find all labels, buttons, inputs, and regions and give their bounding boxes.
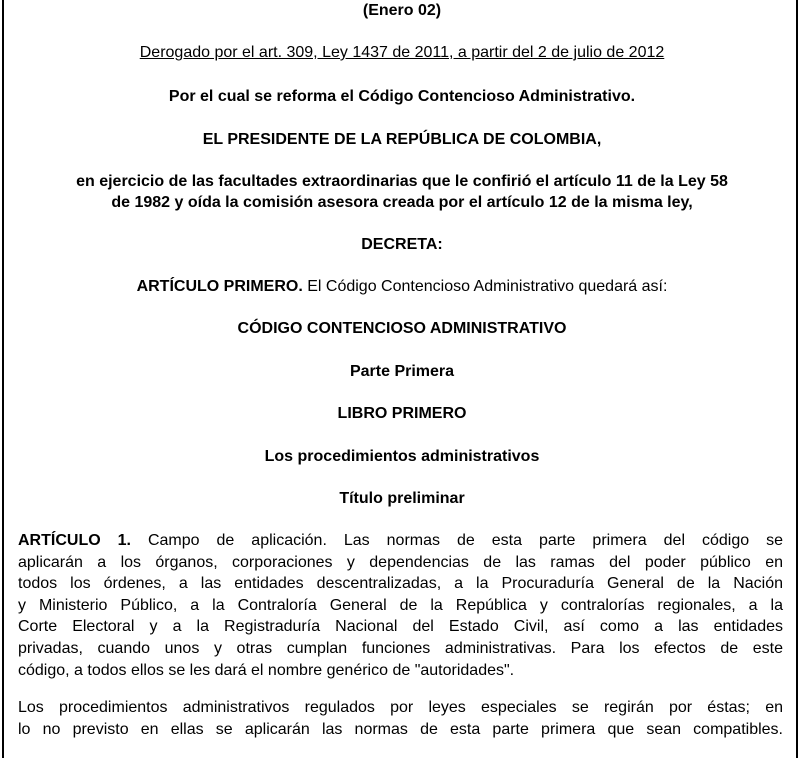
- decree-subject: Por el cual se reforma el Código Contencioso Administrativo.: [168, 88, 636, 105]
- part-heading: Parte Primera: [349, 363, 455, 380]
- paragraph-2-line: lo no previsto en ellas se aplicarán las normas de esta parte primera que sean compatibles.: [18, 720, 783, 738]
- paragraph-2-line: Los procedimientos administrativos regulados por leyes especiales se regirán por éstas; en: [18, 699, 783, 716]
- title-heading: Título preliminar: [339, 490, 465, 507]
- article-1-line: privadas, cuando unos y otras cumplan funciones administrativas. Para los efectos de este: [18, 639, 783, 657]
- decree-heading: DECRETA:: [361, 236, 443, 253]
- article-first: [0, 277, 804, 297]
- derogation-note: Derogado por el art. 309, Ley 1437 de 2011, a partir del 2 de julio de 2012: [139, 44, 665, 61]
- article-1-line: ARTÍCULO 1. Campo de aplicación. Las normas de esta parte primera del código se: [18, 532, 783, 549]
- issuer: EL PRESIDENTE DE LA REPÚBLICA DE COLOMBIA,: [202, 131, 602, 148]
- article-first-label: ARTÍCULO PRIMERO.: [136, 278, 303, 295]
- article-1-line: código, a todos ellos se les dará el nombre genérico de "autoridades".: [18, 661, 515, 679]
- decree-date: (Enero 02): [362, 2, 442, 19]
- book-heading: LIBRO PRIMERO: [337, 405, 467, 422]
- article-1-line: todos los órdenes, a las entidades descentralizadas, a la Procuraduría General de la Nación: [18, 575, 783, 593]
- article-1-paragraph: [18, 530, 783, 681]
- code-title: CÓDIGO CONTENCIOSO ADMINISTRATIVO: [237, 320, 567, 337]
- article-first-text: El Código Contencioso Administrativo quedará así:: [302, 278, 668, 295]
- article-1-line: Corte Electoral y a la Registraduría Nacional del Estado Civil, así como a las entidades: [18, 618, 783, 636]
- article-1-label: ARTÍCULO 1.: [18, 532, 131, 549]
- preamble-line-2: de 1982 y oída la comisión asesora creada por el artículo 12 de la misma ley,: [111, 194, 693, 211]
- book-title: Los procedimientos administrativos: [264, 448, 540, 465]
- article-1-line: y Ministerio Público, a la Contraloría General de la República y contralorías regionales, a la: [18, 596, 783, 614]
- article-1-line: aplicarán a los órganos, corporaciones y dependencias de las ramas del poder público en: [18, 553, 783, 571]
- special-procedures-paragraph: [18, 697, 783, 740]
- preamble-line-1: en ejercicio de las facultades extraordinarias que le confirió el artículo 11 de la Ley 58: [76, 173, 728, 190]
